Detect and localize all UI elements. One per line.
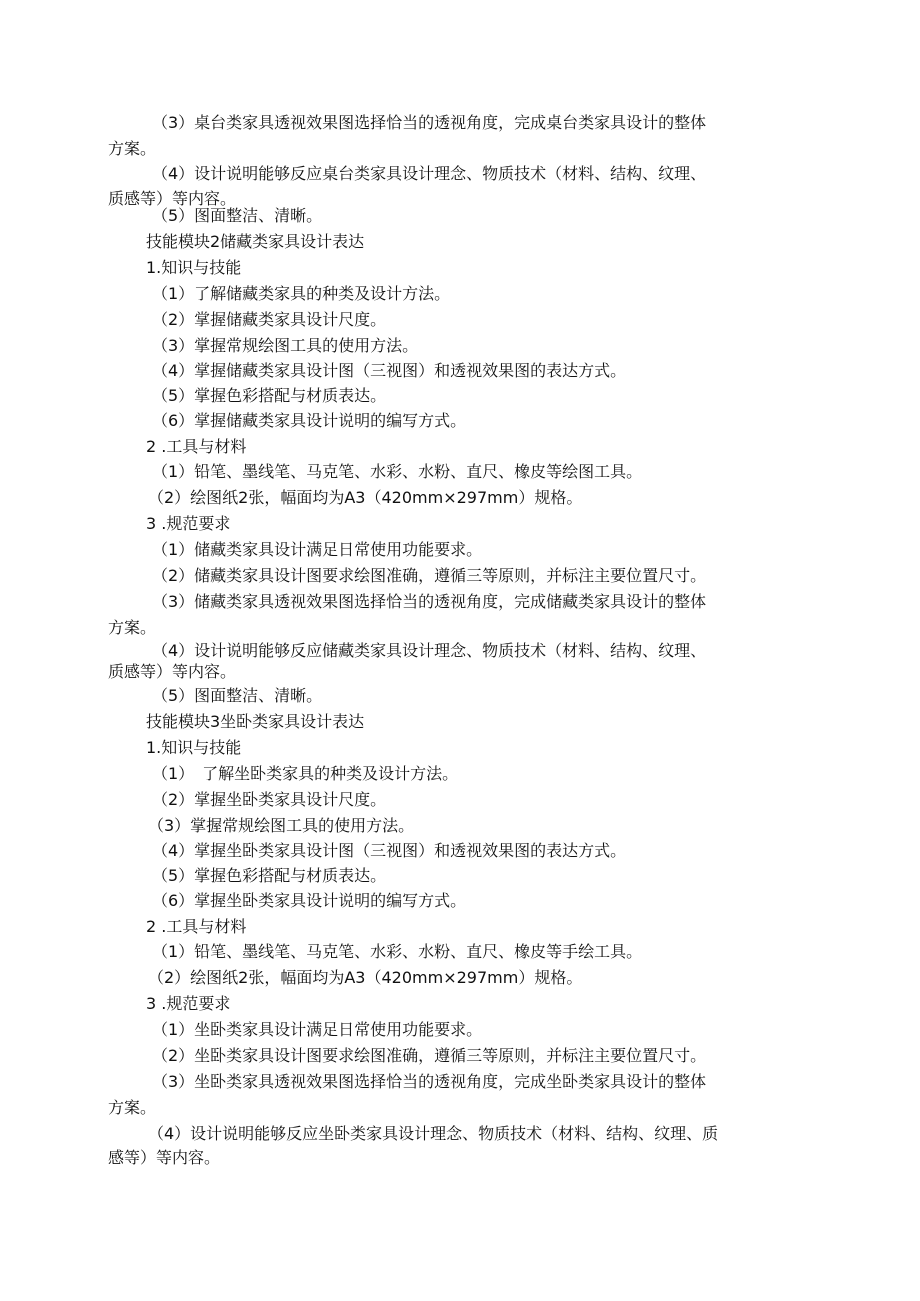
section-heading: 技能模块2储藏类家具设计表达 bbox=[146, 232, 365, 251]
text-line: （1）储藏类家具设计满足日常使用功能要求。 bbox=[152, 540, 483, 559]
text-line: （1）铅笔、墨线笔、马克笔、水彩、水粉、直尺、橡皮等绘图工具。 bbox=[152, 462, 643, 481]
subsection-heading: 1.知识与技能 bbox=[146, 258, 242, 277]
text-line: （5）图面整洁、清晰。 bbox=[152, 686, 323, 705]
text-line: （3）掌握常规绘图工具的使用方法。 bbox=[152, 336, 419, 355]
text-line: （3）坐卧类家具透视效果图选择恰当的透视角度，完成坐卧类家具设计的整体 bbox=[152, 1072, 707, 1091]
text-line: （2）坐卧类家具设计图要求绘图准确，遵循三等原则，并标注主要位置尺寸。 bbox=[152, 1046, 707, 1065]
text-line: （2）绘图纸2张，幅面均为A3（420mm×297mm）规格。 bbox=[148, 968, 583, 987]
text-line: （4）设计说明能够反应储藏类家具设计理念、物质技术（材料、结构、纹理、 bbox=[152, 641, 707, 660]
text-line: （2）绘图纸2张，幅面均为A3（420mm×297mm）规格。 bbox=[148, 488, 583, 507]
text-line: （4）掌握坐卧类家具设计图（三视图）和透视效果图的表达方式。 bbox=[152, 841, 627, 860]
text-line: （3）桌台类家具透视效果图选择恰当的透视角度，完成桌台类家具设计的整体 bbox=[152, 113, 707, 132]
subsection-heading: 1.知识与技能 bbox=[146, 738, 242, 757]
text-line: （2）掌握储藏类家具设计尺度。 bbox=[152, 310, 387, 329]
text-line: 质感等）等内容。 bbox=[108, 189, 237, 208]
text-line: （1）铅笔、墨线笔、马克笔、水彩、水粉、直尺、橡皮等手绘工具。 bbox=[152, 942, 643, 961]
text-line: 方案。 bbox=[108, 1098, 157, 1117]
text-line: （6）掌握储藏类家具设计说明的编写方式。 bbox=[152, 411, 467, 430]
text-line: （2）掌握坐卧类家具设计尺度。 bbox=[152, 790, 387, 809]
text-line: 感等）等内容。 bbox=[108, 1148, 221, 1167]
subsection-heading: 3 .规范要求 bbox=[146, 994, 231, 1013]
text-line: （4）掌握储藏类家具设计图（三视图）和透视效果图的表达方式。 bbox=[152, 361, 627, 380]
section-heading: 技能模块3坐卧类家具设计表达 bbox=[146, 712, 365, 731]
text-line: （2）储藏类家具设计图要求绘图准确，遵循三等原则，并标注主要位置尺寸。 bbox=[152, 566, 707, 585]
text-line: （4）设计说明能够反应桌台类家具设计理念、物质技术（材料、结构、纹理、 bbox=[152, 164, 707, 183]
text-line: （3）掌握常规绘图工具的使用方法。 bbox=[148, 816, 415, 835]
text-line: （4）设计说明能够反应坐卧类家具设计理念、物质技术（材料、结构、纹理、质 bbox=[148, 1124, 719, 1143]
text-line: （5）掌握色彩搭配与材质表达。 bbox=[152, 386, 387, 405]
text-line: （5）掌握色彩搭配与材质表达。 bbox=[152, 866, 387, 885]
subsection-heading: 2 .工具与材料 bbox=[146, 437, 247, 456]
text-line: 方案。 bbox=[108, 618, 157, 637]
text-line: （1） 了解坐卧类家具的种类及设计方法。 bbox=[152, 764, 459, 783]
text-line: （3）储藏类家具透视效果图选择恰当的透视角度，完成储藏类家具设计的整体 bbox=[152, 592, 707, 611]
subsection-heading: 3 .规范要求 bbox=[146, 514, 231, 533]
text-line: （1）坐卧类家具设计满足日常使用功能要求。 bbox=[152, 1020, 483, 1039]
subsection-heading: 2 .工具与材料 bbox=[146, 917, 247, 936]
text-line: （1）了解储藏类家具的种类及设计方法。 bbox=[152, 284, 451, 303]
text-line: 方案。 bbox=[108, 139, 157, 158]
text-line: 质感等）等内容。 bbox=[108, 662, 237, 681]
text-line: （6）掌握坐卧类家具设计说明的编写方式。 bbox=[152, 891, 467, 910]
text-line: （5）图面整洁、清晰。 bbox=[152, 206, 323, 225]
